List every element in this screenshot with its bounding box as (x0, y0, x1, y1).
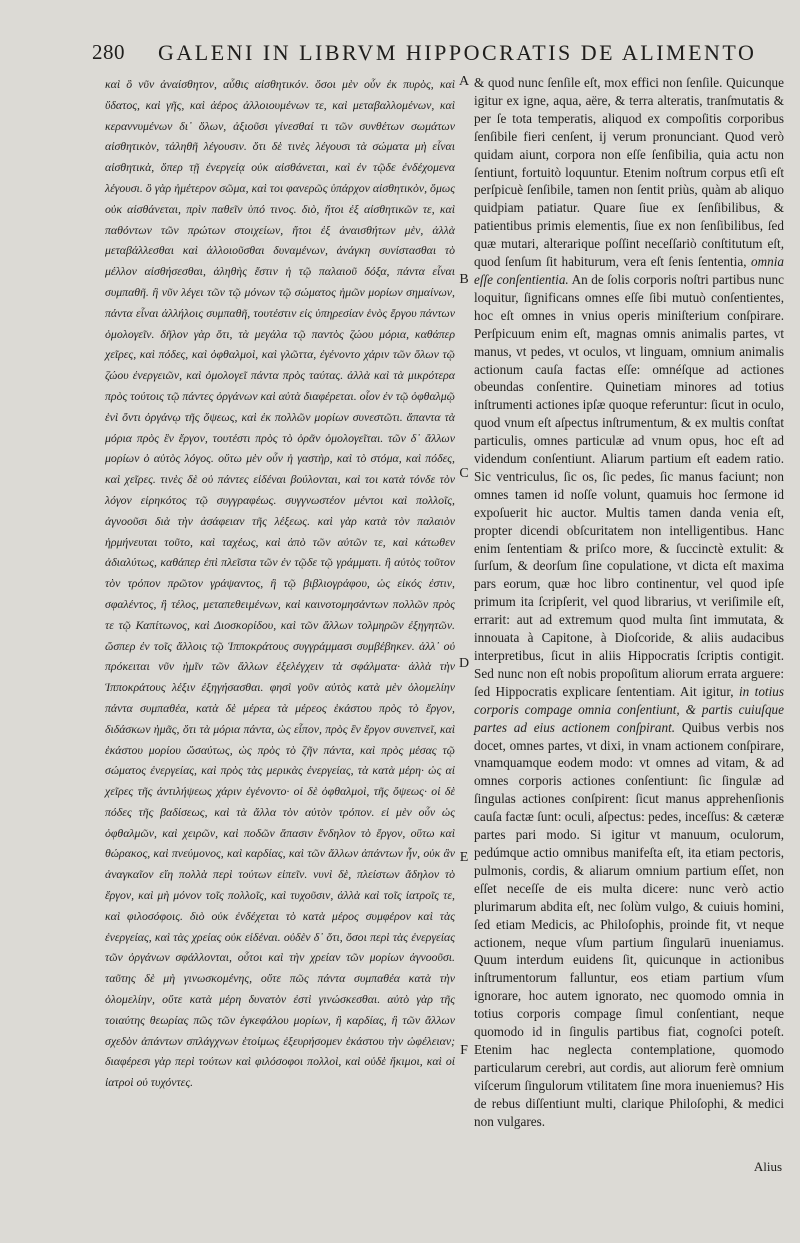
latin-emphasis-2: in totius corporis compage omnia conſentiunt, & partis cuiuſque partes ad eius actionem conſpirant. (474, 683, 784, 735)
latin-text-2: An de ſolis corporis noſtri partibus nunc loquitur, ſignificans omnes eſſe ſibi mutuò conſentientes, hoc eſt omnes in vnius operis miniſterium conſpirare. Perſpicuum enim eſt, magnas omnis animalis partes, vt manus, vt pedes, vt oculos, vt linguam, omnium animalis actionum cauſa factas eſſe: omnéſque ad actiones obeundas conſentire. Quinetiam minores ad totius inſtrumenti actiones ipſæ quoque referuntur: ſicut in oculo, quod vnum eſt aſpectus inſtrumentum, & ex multis conſtat particulis, omnes particulæ ad vnum opus, hoc eſt ad videndum conſentiunt. Aliarum partium eſt eadem ratio. Sic ventriculus, ſic os, ſic pedes, ſic manus faciunt; non omnes tamen id noſſe volunt, quamuis hoc ſermone id expoſuerit hic auctor. Multis tamen danda venia eſt, propter dicendi obſcuritatem non intelligentibus. Hanc enim ſententiam & priſco more, & ſuccinctè extulit: & ſurſum, & deorſum ſine copulatione, vt dicta eſt maxima pars eorum, quæ hoc libro continentur, vel quod ipſe primum ita ſcripſerit, vel quod librarius, vt veriſimile eſt, errarit: aut ad extremum quod multa ſint immutata, & innouata à Capitone, à Dioſcoride, & aliis audacibus interpretibus, ſicut in aliis Hippocratis ſcriptis contigit. Sed nunc non eſt nobis propoſitum aliorum errata arguere: ſed Hippocratis explicare ſententiam. Ait igitur, (474, 271, 785, 699)
greek-column (105, 74, 455, 1093)
marker-d: D (458, 656, 470, 671)
marker-e: E (459, 850, 469, 865)
marker-f: F (460, 1043, 468, 1058)
latin-text-1: & quod nunc ſenſile eſt, mox effici non ſenſile. Quicunque igitur ex igne, aqua, aëre, & terra alteratis, tranſmutatis & per ſe tota temperatis, aliquod ex compoſitis corporibus ſenſibile fieri cenſent, ij verum pronunciant. Quod verò quidam aiunt, corpora non eſſe ſenſibilia, quia actu non ſentiunt, fortuitò loquuntur. Etenim noſtrum corpus etſi eſt perſpicuè ſenſibile, tamen non ſentit priùs, quàm ab aliquo quidpiam patiatur. Quare ſiue ex ſenſibilibus, & patientibus primis elementis, ſiue ex non ſenſibilibus, ſed quæ mutari, alterarique poſſint neceſſariò conſtitutum eſt, quod ſenſum ſit habiturum, vera eſt ſenis ſententia, (474, 75, 784, 270)
marker-a: A (458, 74, 470, 89)
latin-paragraph-1 (474, 74, 784, 1130)
page-number: 280 (92, 40, 125, 64)
marker-c: C (459, 466, 469, 481)
margin-markers (455, 0, 473, 1243)
greek-text: καὶ ὃ νῦν ἀναίσθητον, αὖθις αἰσθητικόν. ὅσοι μὲν οὖν ἐκ πυρὸς, καὶ ὕδατος, καὶ γῆς, καὶ ἀέρος ἀλλοιουμένων τε, καὶ μεταβαλλομένων, καὶ κεραννυμένων δι᾽ ὅλων, ἀξιοῦσι γίνεσθαί τι τῶν συνθέτων σωμάτων αἰσθητικὸν, τἀληθῆ λέγουσιν. ὅτι δὲ τινὲς λέγουσι τὰ σώματα μὴ εἶναι αἰσθητικὰ, ὅπερ τῇ ἐνεργείᾳ οὐκ αἰσθάνεται, καὶ ἐν τῷδε ἐνδέχομενα λέγουσι. ὃ γὰρ ἡμέτερον σῶμα, καὶ τοι φανερῶς ὑπάρχον αἰσθητικὸν, ὅμως οὐκ αἰσθάνεται, πρὶν παθεῖν ὑπό τινος. διὸ, ἤτοι ἐξ αἰσθητικῶν τε, καὶ παθόντων τῶν πρώτων στοιχείων, ἤτοι ἐξ ἀναισθήτων μὲν, ἀλλὰ μεταβάλλεσθαι καὶ ἀλλοιοῦσθαι δυναμένων, ἀνάγκη συνίστασθαι τὸ μέλλον αἰσθήσεσθαι, ἀληθὴς ἔστιν ἡ τῷ παλαιοῦ δόξα, πάντα εἶναι συμπαθῆ. ἢ νῦν λέγει τῶν τῷ μόνων τῷ σώματος ἡμῶν μορίων σημαίνων, πάντα εἶναι ἀλλήλοις συμπαθῆ, τουτέστιν εἰς ὑπηρεσίαν ἑνὸς ἔργου πάντων ὁμολογεῖν. δῆλον γὰρ ὅτι, τὰ μεγάλα τῷ παντὸς ζώου μόρια, καθάπερ χεῖρες, καὶ πόδες, καὶ ὀφθαλμοὶ, καὶ γλῶττα, ἐγένοντο χάριν τῶν ὅλων τῷ ζώου ἐνεργειῶν, καὶ ὁμολογεῖ πάντα πρὸς ταύτας. ἀλλὰ καὶ τὰ μικρότερα πρὸς τούτοις τῷ πάντες ὀργάνων καὶ αὐτὰ διαφέρεται. οἷον ἐν τῷ ὀφθαλμῷ ἑνὶ ὄντι ὀργάνῳ τῆς ὄψεως, καὶ ἐκ πολλῶν μορίων συνεστῶτι. ἅπαντα τὰ μόρια πρὸς ἓν ἔργον, τουτέστι πρὸς τὸ ὁρᾶν ὁμολογεῖται. τῶν δ᾽ ἄλλων μορίων ὁ αὐτὸς λόγος. οὕτω μὲν οὖν ἡ γαστὴρ, καὶ τὸ στόμα, καὶ πόδες, καὶ χεῖρες. τινὲς δὲ οὐ πάντες εἰδέναι βούλονται, καὶ τοι κατὰ τόνδε τὸν λόγον εἰρηκότος τῷ συγγραφέως. συγγνωστέον μέντοι καὶ πολλοῖς, ἀγνοοῦσι διὰ τὴν ἀσάφειαν τῆς λέξεως. καὶ γὰρ κατὰ τὸν παλαιὸν ἡρμήνευται τοῦτο, καὶ ταχέως, καὶ ἀπὸ τῶν αὐτῶν τε, καὶ κάτωθεν ἀδιαλύτως, καθάπερ ἐπὶ πλεῖστα τῶν ἐν τῷδε τῷ γράμματι. ἢ αὐτὸς τοῦτον τὸν τρόπον πρῶτον γράψαντος, ἢ τῷ βιβλιογράφου, ὡς εἰκός ἐστιν, σφαλέντος, ἢ τέλος, μεταπεθειμένων, καὶ καινοτομησάντων πολλῶν πρὸς τε τῷ Καπίτωνος, καὶ Διοσκορίδου, καὶ τῶν ἄλλων τολμηρῶν ἐξηγητῶν. ὥσπερ ἐν τοῖς ἄλλοις τῷ Ἱπποκράτους συγγράμμασι συμβέβηκεν. ἀλλ᾽ οὐ πρόκειται νῦν ἡμῖν τῶν ἄλλων ἐξελέγχειν τὰ σφάλματα· ἀλλὰ τὴν Ἱπποκράτους λέξιν ἐξηγήσασθαι. φησὶ γοῦν αὐτὸς κατὰ μὲν ὁλομελίην πάντα συμπαθέα, κατὰ δὲ μέρεα τὰ μέρεος ἑκάστου πρὸς τὸ ἔργον, διδάσκων ἡμᾶς, ὅτι τὰ μόρια πάντα, ὡς εἶπον, πρὸς ἓν ἔργον συνεπνεῖ, καὶ ἑκάστου μορίου ὥσαύτως, ὡς πρὸς τὸ ζῆν πάντα, καὶ πρὸς μέσας τῷ σώματος ἐνεργείας, καὶ πρὸς τὰς μερικὰς ἐνεργείας, τὰ κατὰ μέρη· ὡς αἱ χεῖρες τῆς ἀντιλήψεως χάριν ἐγένοντο· οἱ δὲ ὀφθαλμοὶ, τῆς ὄψεως· οἱ δὲ πόδες τῆς βαδίσεως, καὶ τὰ ἄλλα τὸν αὐτὸν τρόπον. εἰ μὲν οὖν ὡς ὀφθαλμῶν, καὶ χειρῶν, καὶ ποδῶν ἅπασιν ἔνδηλον τὸ ἔργον, οὕτω καὶ θώρακος, καὶ πνεύμονος, καὶ καρδίας, καὶ τῶν ἄλλων ἁπάντων ἦν, οὐκ ἂν ἀναγκαῖον εἴη πολλὰ περὶ τούτων εἰπεῖν. νυνὶ δὲ, πλείστων ἄδηλον τὸ ἔργον, καὶ μὴ μόνον τοῖς πολλοῖς, καὶ τυχοῦσιν, ἀλλὰ καὶ τοῖς ἰατροῖς τε, καὶ φιλοσόφοις. διὸ οὐκ ἐνδέχεται τὸ κατὰ μέρος συμφέρον καὶ τὰς ἐνεργείας, καὶ τὰς χρείας οὐκ εἰδέναι. οὐδὲν δ᾽ ὅτι, ὅσοι περὶ τὰς ἐνεργείας τῶν ὀργάνων σφάλλονται, οὗτοι καὶ τὴν χρείαν τῶν μορίων ἀγνοοῦσι. ταῦτης δὲ μὴ γινωσκομένης, οὔτε πῶς πάντα συμπαθέα κατὰ τὴν ὁλομελίην, οὔτε κατὰ μέρη δυνατὸν ἐστὶ γινώσκεσθαι. αὐτὸ γὰρ τῆς τοιαύτης θεωρίας πῶς τῶν ἐγκεφάλου μορίων, ἢ καρδίας, ἢ τῶν ἄλλων σχεδὸν ἁπάντων σπλάγχνων ἑτοίμως ἐξευρήσομεν ἑκάστου τὴν ὠφέλειαν; διαφέρεσι γὰρ περὶ τούτων καὶ φιλόσοφοι πολλοὶ, καὶ οὐδὲ ἥκιμοι, καὶ οἱ ἰατροὶ οὐ τυχόντες. (105, 77, 455, 1090)
latin-emphasis-1: omnia eſſe conſentientia. (474, 254, 784, 287)
marker-b: B (459, 272, 469, 287)
latin-column (474, 74, 784, 1130)
latin-text-3: Quibus verbis nos docet, omnes partes, vt dixi, in vnam actionem conſpirare, vnamquamque eodem modo: vt omnes ad vitam, & ad omnes corporis actiones conſentiunt: ſic ſingulæ ad ſingulas actiones conſpirent: ſicut manus apprehenſionis cauſa factæ ſunt: oculi, aſpectus: pedes, inceſſus: & cæteræ partes pari modo. Si igitur vt manuum, oculorum, pedúmque actio omnibus manifeſta eſt, ita etiam pectoris, pulmonis, cordis, & aliarum omnium partium eſſet, non eſſet neceſſe de eis multa dicere: nunc verò actio plurimarum abdita eſt, nec ſolùm vulgo, & cuiuis homini, ſed etiam Medicis, ac Philoſophis, proinde fit, vt neque actionem, neque vſum partium ſingularū inueniamus. Quum interdum euidens ſit, quicunque in actionibus inſtrumentorum falluntur, eos etiam partium vſum ignorare, hoc autem ignorato, nec quomodo omnia in totius corporis compage ſimul conſentiant, neque quomodo id in ſingulis partibus fiat, cognoſci poteſt. Etenim hac neglecta contemplatione, quomodo particularum cerebri, aut cordis, aut aliorum ferè omnium viſcerum ſingulorum vtilitatem ſine mora inueniemus? His de rebus diſſentiunt multi, clarique Philoſophi, & medici non vulgares. (474, 719, 784, 1129)
catchword: Alius (753, 1159, 782, 1174)
running-head: GALENI IN LIBRVM HIPPOCRATIS DE ALIMENTO (158, 40, 757, 65)
